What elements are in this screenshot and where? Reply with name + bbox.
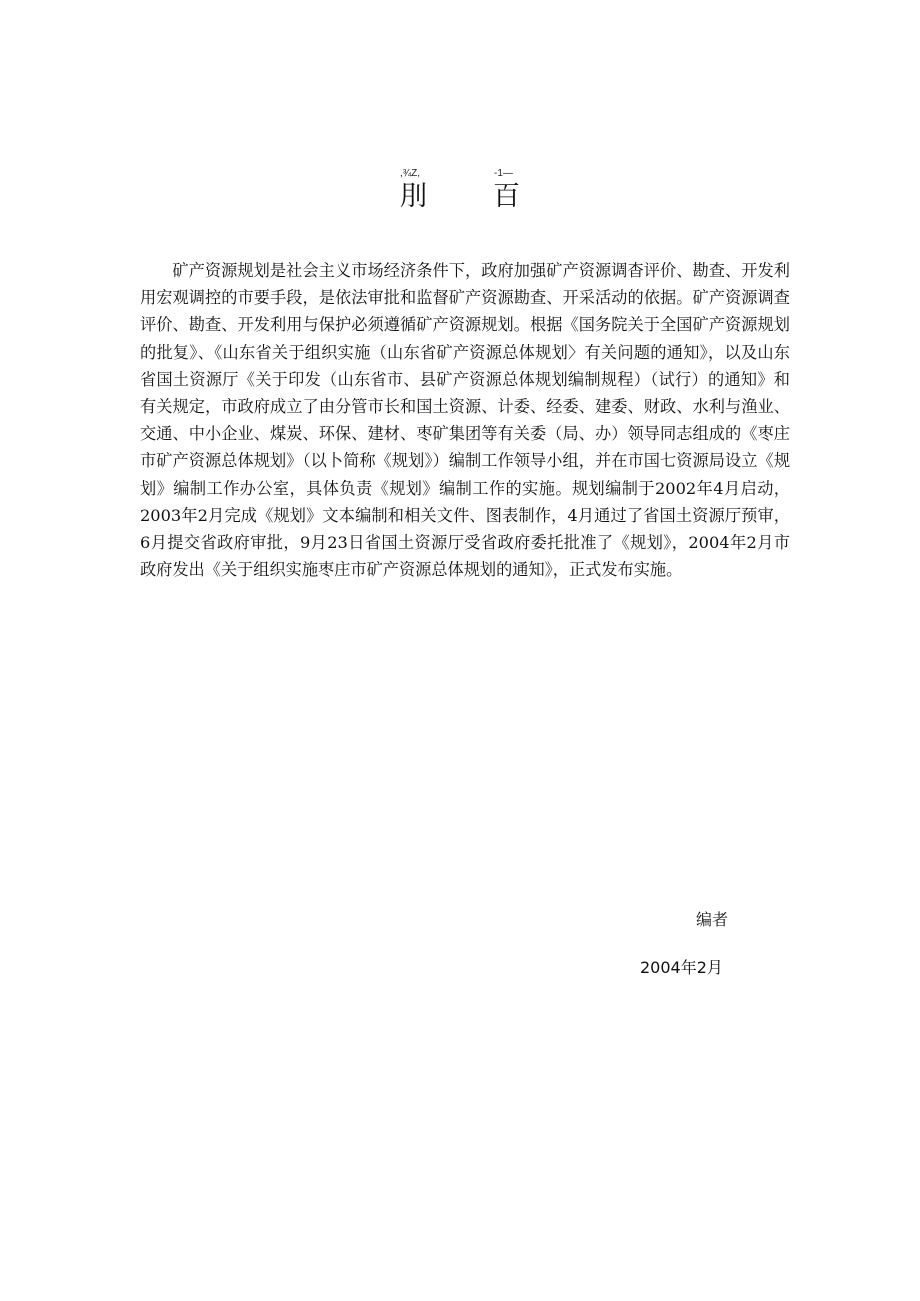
title-char-2: 百 (493, 181, 520, 212)
document-date: 2004年2月 (640, 958, 723, 977)
title-mark-left: ,¾Z, (400, 168, 421, 179)
page-title (0, 180, 920, 220)
author-signature: 编者 (696, 910, 729, 929)
body-paragraph: 矿产资源规划是社会主义市场经济条件下，政府加强矿产资源调杳评价、勘查、开发利用宏观调控的市要手段，是依法审批和监督矿产资源勘查、开采活动的依据。矿产资源调查评价、勘查、开发利用与保护必须遵循矿产资源规划。根据《国务院关于全国矿产资源规划的批复》、《山东省关于组织实施（山东省矿产资源总体规划〉有关问题的通知》，以及山东省国土资源厅《关于印发（山东省市、县矿产资源总体规划编制规程）（试行）的通知》和有关规定，市政府成立了由分管市长和国土资源、计委、经委、建委、财政、水利与渔业、交通、中小企业、煤炭、环保、建材、枣矿集团等有关委（局、办）领导同志组成的《枣庄市矿产资源总体规划》（以卜简称《规划》）编制工作领导小组，并在市国七资源局设立《规划》编制工作办公室，具体负责《规划》编制工作的实施。规划编制于2002年4月启动，2003年2月完成《规划》文本编制和相关文件、图表制作，4月通过了省国土资源厅预审，6月提交省政府审批，9月23日省国土资源厅受省政府委托批准了《规划》，2004年2月市政府发出《关于组织实施枣庄市矿产资源总体规划的通知》，正式发布实施。 (140, 261, 790, 580)
title-mark-right: -1— (494, 168, 513, 179)
title-char-1: 刖 (400, 181, 427, 212)
